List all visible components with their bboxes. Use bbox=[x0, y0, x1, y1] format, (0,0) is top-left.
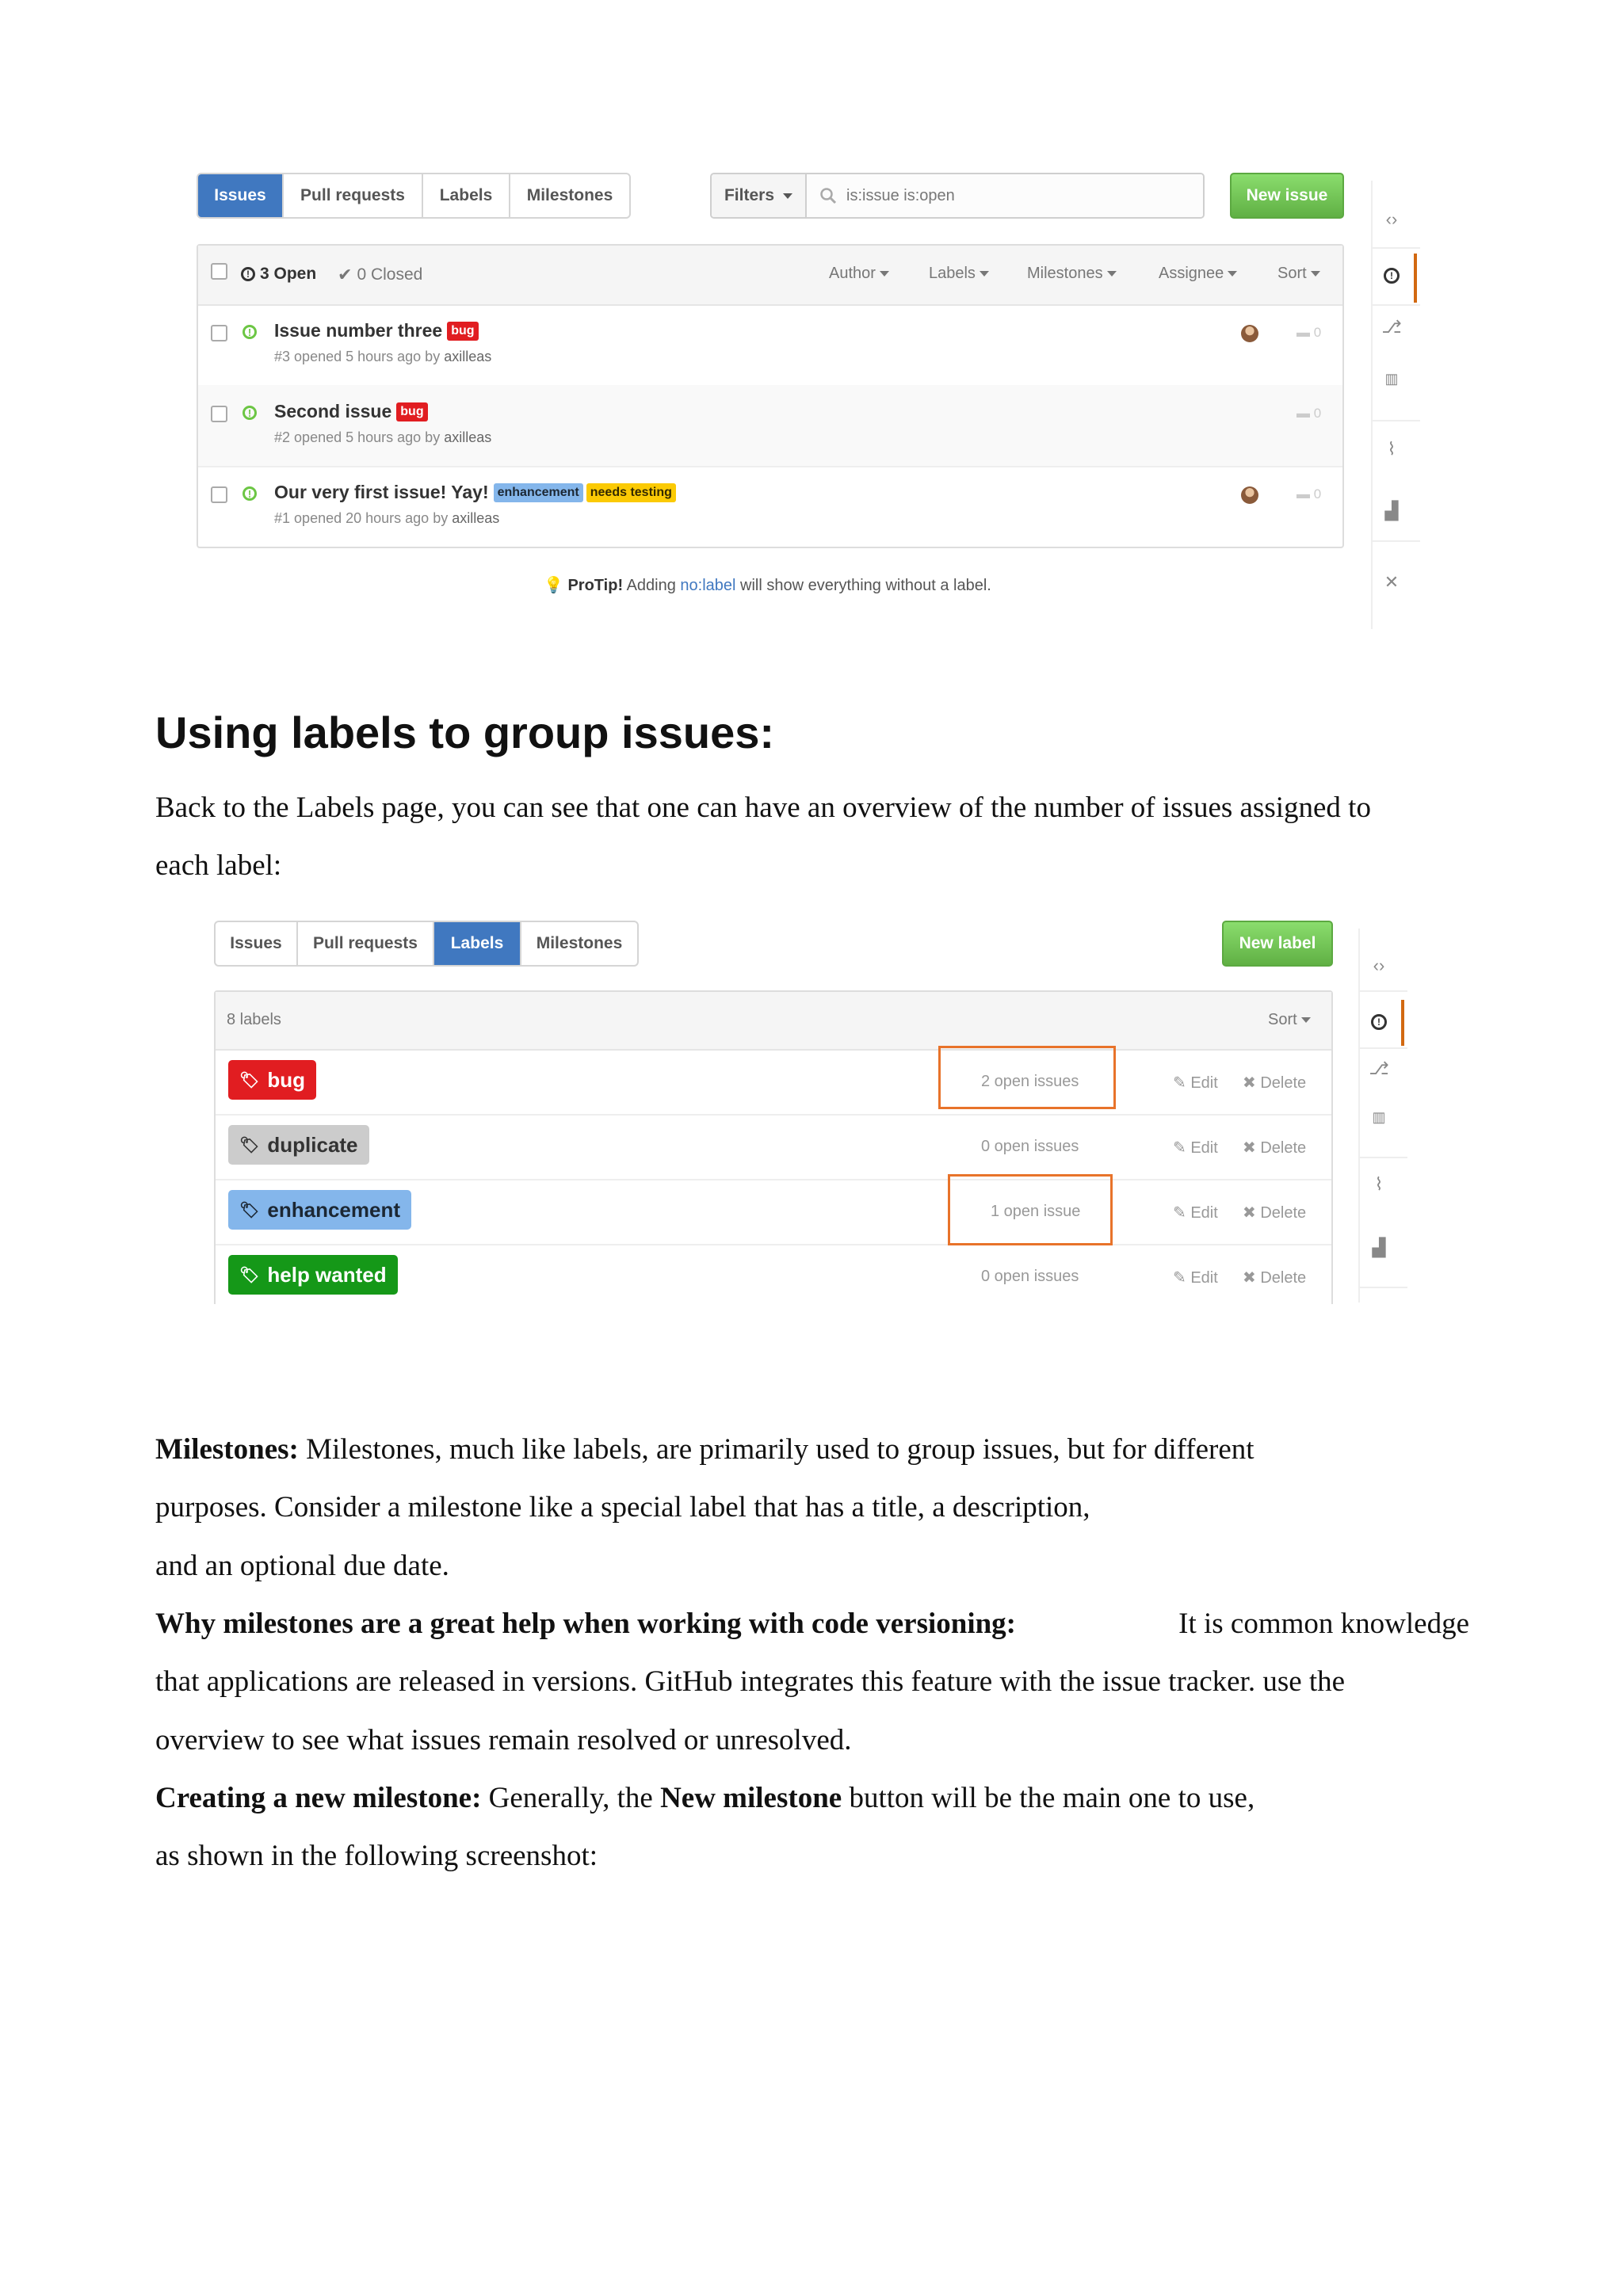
tab-issues[interactable]: Issues bbox=[216, 922, 298, 965]
edit-button[interactable]: ✎ Edit bbox=[1173, 1204, 1218, 1222]
x-icon: ✖ bbox=[1243, 1074, 1256, 1092]
tab-labels[interactable]: Labels bbox=[434, 922, 521, 965]
protip: 💡 ProTip! Adding no:label will show everything without a label. bbox=[544, 577, 991, 594]
label-open-count[interactable]: 2 open issues bbox=[981, 1073, 1079, 1090]
issue-meta: #1 opened 20 hours ago by axilleas bbox=[274, 510, 500, 526]
x-icon: ✖ bbox=[1243, 1139, 1256, 1157]
issue-opened-icon[interactable]: ! bbox=[1376, 263, 1407, 284]
chevron-down-icon bbox=[980, 271, 989, 277]
label-open-count[interactable]: 0 open issues bbox=[981, 1268, 1079, 1285]
side-divider bbox=[1360, 990, 1407, 992]
filter-labels[interactable]: Labels bbox=[929, 265, 989, 283]
why-line-3: overview to see what issues remain resolved or unresolved. bbox=[155, 1724, 852, 1756]
labels-count: 8 labels bbox=[227, 1011, 281, 1028]
delete-button[interactable]: ✖ Delete bbox=[1243, 1074, 1307, 1092]
tab-milestones[interactable]: Milestones bbox=[536, 934, 623, 952]
issue-opened-icon: ! bbox=[242, 406, 257, 420]
new-label-button[interactable]: New label bbox=[1222, 921, 1333, 967]
comment-icon: ▬ bbox=[1296, 486, 1310, 502]
highlight-box-enhancement bbox=[948, 1174, 1113, 1245]
filter-sort[interactable]: Sort bbox=[1277, 265, 1320, 283]
issue-meta: #2 opened 5 hours ago by axilleas bbox=[274, 429, 492, 445]
issue-author[interactable]: axilleas bbox=[452, 510, 500, 526]
side-divider bbox=[1360, 1287, 1407, 1288]
issue-opened-icon: ! bbox=[242, 325, 257, 339]
why-line-2: that applications are released in versions. GitHub integrates this feature with the issue tracker. use the bbox=[155, 1665, 1346, 1698]
repo-side-nav bbox=[1358, 929, 1407, 1302]
filters-search bbox=[710, 173, 1205, 219]
avatar[interactable] bbox=[1241, 486, 1258, 504]
side-divider bbox=[1373, 540, 1420, 542]
pencil-icon: ✎ bbox=[1173, 1204, 1186, 1222]
issue-author[interactable]: axilleas bbox=[444, 349, 492, 364]
section-heading: Using labels to group issues: bbox=[155, 707, 775, 757]
light-bulb-icon: 💡 bbox=[544, 577, 563, 594]
issue-checkbox[interactable] bbox=[211, 406, 227, 422]
pull-request-icon[interactable]: ⎇ bbox=[1381, 317, 1402, 337]
issue-title[interactable]: Second issue bug bbox=[274, 401, 428, 422]
chevron-down-icon bbox=[880, 271, 889, 277]
pull-request-icon[interactable]: ⎇ bbox=[1369, 1058, 1389, 1078]
code-icon[interactable]: ‹› bbox=[1373, 955, 1385, 975]
issue-row[interactable] bbox=[198, 466, 1342, 545]
comment-count[interactable]: ▬ 0 bbox=[1296, 486, 1322, 502]
label-enhancement[interactable]: enhancement bbox=[494, 483, 583, 502]
tab-issues[interactable]: Issues bbox=[198, 174, 284, 217]
side-divider bbox=[1360, 1047, 1407, 1049]
issue-checkbox[interactable] bbox=[211, 325, 227, 341]
filter-assignee[interactable]: Assignee bbox=[1159, 265, 1237, 283]
pulse-icon[interactable]: ⌇ bbox=[1387, 439, 1396, 459]
side-divider bbox=[1373, 420, 1420, 421]
comment-count[interactable]: ▬ 0 bbox=[1296, 406, 1322, 421]
delete-button[interactable]: ✖ Delete bbox=[1243, 1269, 1307, 1287]
label-needs-testing[interactable]: needs testing bbox=[586, 483, 676, 502]
milestones-line-1: Milestones: Milestones, much like labels, are primarily used to group issues, but for different bbox=[155, 1433, 1254, 1466]
tab-milestones[interactable]: Milestones bbox=[526, 186, 613, 204]
selected-indicator bbox=[1414, 254, 1417, 303]
issue-checkbox[interactable] bbox=[211, 486, 227, 503]
closed-issues-toggle[interactable]: ✔ 0 Closed bbox=[338, 265, 423, 284]
issue-row[interactable] bbox=[198, 385, 1342, 467]
x-icon: ✖ bbox=[1243, 1269, 1256, 1287]
intro-line-2: each label: bbox=[155, 849, 282, 882]
label-row bbox=[216, 1049, 1331, 1116]
chevron-down-icon bbox=[1107, 271, 1117, 277]
labels-nav-tabs bbox=[214, 921, 639, 967]
delete-button[interactable]: ✖ Delete bbox=[1243, 1139, 1307, 1157]
label-row bbox=[216, 1179, 1331, 1245]
intro-line-1: Back to the Labels page, you can see that one can have an overview of the number of issues assigned to bbox=[155, 791, 1371, 824]
pulse-icon[interactable]: ⌇ bbox=[1374, 1174, 1384, 1194]
milestones-line-3: and an optional due date. bbox=[155, 1550, 449, 1582]
check-icon: ✔ bbox=[338, 265, 353, 284]
project-icon[interactable]: ▥ bbox=[1384, 371, 1399, 387]
chevron-down-icon bbox=[1311, 271, 1320, 277]
search-icon bbox=[819, 187, 837, 204]
issue-author[interactable]: axilleas bbox=[444, 429, 492, 445]
delete-button[interactable]: ✖ Delete bbox=[1243, 1204, 1307, 1222]
issues-nav-tabs bbox=[197, 173, 631, 219]
x-icon: ✖ bbox=[1243, 1204, 1256, 1222]
label-bug[interactable]: 🏷 bug bbox=[228, 1060, 316, 1100]
label-bug[interactable]: bug bbox=[396, 402, 427, 421]
label-row bbox=[216, 1244, 1331, 1304]
issue-opened-icon: ! bbox=[242, 486, 257, 501]
side-divider bbox=[1373, 247, 1420, 249]
avatar[interactable] bbox=[1241, 325, 1258, 342]
label-open-count[interactable]: 0 open issues bbox=[981, 1138, 1079, 1155]
graph-icon[interactable]: ▟ bbox=[1384, 501, 1399, 521]
highlight-box-bug bbox=[938, 1046, 1116, 1109]
label-help-wanted[interactable]: 🏷 help wanted bbox=[228, 1255, 398, 1295]
creating-line-1: Creating a new milestone: Generally, the New milestone button will be the main one to use, bbox=[155, 1782, 1255, 1814]
comment-icon: ▬ bbox=[1296, 406, 1310, 421]
chevron-down-icon bbox=[1301, 1017, 1311, 1023]
protip-link[interactable]: no:label bbox=[680, 577, 736, 594]
issue-title[interactable]: Our very first issue! Yay! enhancement needs testing bbox=[274, 482, 676, 503]
labels-list-header bbox=[216, 992, 1331, 1051]
open-issues-toggle[interactable]: ! 3 Open bbox=[241, 265, 316, 284]
tab-pull-requests[interactable]: Pull requests bbox=[298, 922, 434, 965]
graph-icon[interactable]: ▟ bbox=[1372, 1238, 1386, 1257]
issues-list-header bbox=[198, 246, 1342, 306]
comment-count[interactable]: ▬ 0 bbox=[1296, 325, 1322, 340]
filter-milestones[interactable]: Milestones bbox=[1027, 265, 1117, 283]
comment-icon: ▬ bbox=[1296, 325, 1310, 340]
selected-indicator bbox=[1401, 1000, 1404, 1046]
tag-icon: 🏷 bbox=[239, 1266, 260, 1284]
tag-icon: 🏷 bbox=[239, 1136, 260, 1154]
select-all-checkbox[interactable] bbox=[211, 263, 227, 280]
milestones-line-2: purposes. Consider a milestone like a special label that has a title, a description, bbox=[155, 1491, 1090, 1524]
side-divider bbox=[1373, 304, 1420, 306]
why-line-1: Why milestones are a great help when working with code versioning: It is common knowledge bbox=[155, 1608, 1469, 1640]
issue-title[interactable]: Issue number three bug bbox=[274, 320, 479, 341]
issue-row[interactable] bbox=[198, 304, 1342, 387]
label-bug[interactable]: bug bbox=[447, 322, 478, 341]
search-input[interactable]: is:issue is:open bbox=[807, 174, 1203, 217]
pencil-icon: ✎ bbox=[1173, 1139, 1186, 1157]
creating-line-2: as shown in the following screenshot: bbox=[155, 1840, 598, 1872]
edit-button[interactable]: ✎ Edit bbox=[1173, 1269, 1218, 1287]
labels-list-panel bbox=[214, 990, 1333, 1304]
issue-opened-icon[interactable]: ! bbox=[1363, 1009, 1395, 1030]
edit-button[interactable]: ✎ Edit bbox=[1173, 1074, 1218, 1092]
new-issue-button[interactable]: New issue bbox=[1230, 173, 1344, 219]
code-icon[interactable]: ‹› bbox=[1385, 209, 1398, 229]
tag-icon: 🏷 bbox=[239, 1201, 260, 1219]
side-divider bbox=[1360, 1157, 1407, 1158]
edit-button[interactable]: ✎ Edit bbox=[1173, 1139, 1218, 1157]
pencil-icon: ✎ bbox=[1173, 1269, 1186, 1287]
filter-author[interactable]: Author bbox=[829, 265, 889, 283]
repo-side-nav bbox=[1371, 181, 1420, 629]
label-row bbox=[216, 1114, 1331, 1180]
issues-list-panel bbox=[197, 244, 1344, 548]
tab-pull-requests[interactable]: Pull requests bbox=[284, 174, 423, 217]
settings-icon[interactable]: ✕ bbox=[1384, 572, 1400, 592]
issue-meta: #3 opened 5 hours ago by axilleas bbox=[274, 349, 492, 364]
tab-labels[interactable]: Labels bbox=[423, 174, 510, 217]
label-open-count[interactable]: 1 open issue bbox=[991, 1203, 1081, 1220]
sort-dropdown[interactable]: Sort bbox=[1268, 1011, 1311, 1029]
chevron-down-icon bbox=[1228, 271, 1237, 277]
issue-opened-icon: ! bbox=[241, 267, 255, 281]
chevron-down-icon bbox=[783, 193, 792, 199]
label-enhancement[interactable]: 🏷 enhancement bbox=[228, 1190, 411, 1230]
project-icon[interactable]: ▥ bbox=[1372, 1109, 1386, 1125]
label-duplicate[interactable]: 🏷 duplicate bbox=[228, 1125, 369, 1165]
tag-icon: 🏷 bbox=[239, 1071, 260, 1089]
filters-button[interactable]: Filters bbox=[712, 174, 807, 217]
pencil-icon: ✎ bbox=[1173, 1074, 1186, 1092]
